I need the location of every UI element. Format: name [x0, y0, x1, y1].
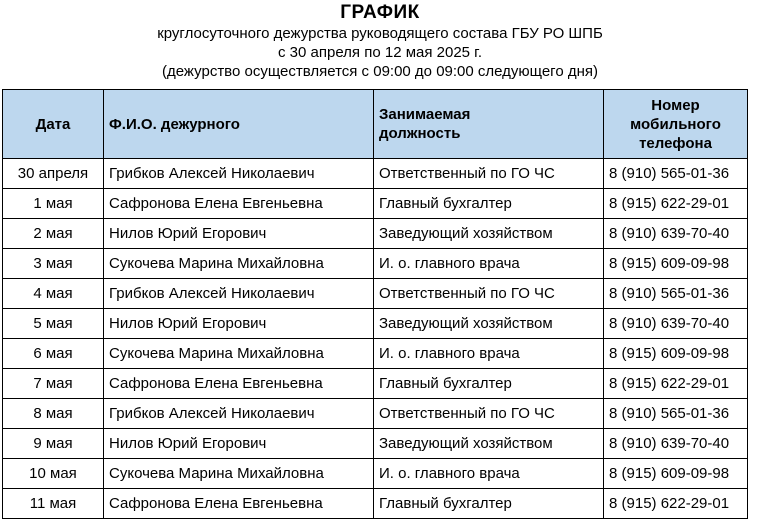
cell-position: И. о. главного врача	[374, 459, 604, 489]
cell-date: 5 мая	[3, 309, 104, 339]
cell-position: Заведующий хозяйством	[374, 309, 604, 339]
cell-date: 10 мая	[3, 459, 104, 489]
cell-phone: 8 (915) 609-09-98	[604, 339, 748, 369]
document-title: ГРАФИК	[340, 2, 420, 23]
cell-name: Сафронова Елена Евгеньевна	[104, 189, 374, 219]
table-row	[3, 279, 748, 309]
cell-date: 8 мая	[3, 399, 104, 429]
cell-date: 9 мая	[3, 429, 104, 459]
column-header-phone-line2: мобильного	[630, 115, 721, 133]
duty-hours-note: (дежурство осуществляется с 09:00 до 09:00 следующего дня)	[162, 63, 598, 80]
cell-name: Сафронова Елена Евгеньевна	[104, 489, 374, 519]
cell-name: Грибков Алексей Николаевич	[104, 279, 374, 309]
cell-phone: 8 (915) 609-09-98	[604, 459, 748, 489]
cell-date: 30 апреля	[3, 159, 104, 189]
cell-date: 6 мая	[3, 339, 104, 369]
cell-phone: 8 (910) 565-01-36	[604, 159, 748, 189]
cell-date: 7 мая	[3, 369, 104, 399]
cell-phone: 8 (910) 639-70-40	[604, 429, 748, 459]
cell-name: Грибков Алексей Николаевич	[104, 159, 374, 189]
table-row	[3, 219, 748, 249]
cell-position: Главный бухгалтер	[374, 189, 604, 219]
cell-name: Нилов Юрий Егорович	[104, 429, 374, 459]
cell-date: 3 мая	[3, 249, 104, 279]
cell-position: Ответственный по ГО ЧС	[374, 399, 604, 429]
cell-name: Сукочева Марина Михайловна	[104, 339, 374, 369]
cell-position: Ответственный по ГО ЧС	[374, 279, 604, 309]
cell-name: Сафронова Елена Евгеньевна	[104, 369, 374, 399]
column-header-position	[374, 90, 604, 159]
cell-name: Грибков Алексей Николаевич	[104, 399, 374, 429]
cell-position: Главный бухгалтер	[374, 489, 604, 519]
table-row	[3, 249, 748, 279]
cell-position: И. о. главного врача	[374, 249, 604, 279]
cell-name: Сукочева Марина Михайловна	[104, 249, 374, 279]
column-header-phone-line1: Номер	[651, 96, 700, 114]
cell-position: И. о. главного врача	[374, 339, 604, 369]
date-range: с 30 апреля по 12 мая 2025 г.	[278, 44, 482, 61]
column-header-position-line2: должность	[379, 125, 461, 142]
column-header-position-line1: Занимаемая	[379, 106, 471, 123]
table-header-row	[3, 90, 748, 159]
column-header-phone-line3: телефона	[639, 134, 712, 152]
cell-phone: 8 (915) 622-29-01	[604, 489, 748, 519]
cell-date: 11 мая	[3, 489, 104, 519]
column-header-name: Ф.И.О. дежурного	[104, 90, 374, 159]
cell-name: Нилов Юрий Егорович	[104, 219, 374, 249]
cell-name: Сукочева Марина Михайловна	[104, 459, 374, 489]
table-row	[3, 369, 748, 399]
duty-schedule-table	[2, 89, 748, 519]
table-row	[3, 399, 748, 429]
column-header-date: Дата	[3, 90, 104, 159]
document-subtitle: круглосуточного дежурства руководящего состава ГБУ РО ШПБ	[157, 25, 603, 42]
cell-position: Главный бухгалтер	[374, 369, 604, 399]
cell-phone: 8 (915) 622-29-01	[604, 189, 748, 219]
table-row	[3, 339, 748, 369]
document-header	[0, 2, 760, 81]
cell-date: 2 мая	[3, 219, 104, 249]
column-header-phone	[604, 90, 748, 159]
cell-phone: 8 (910) 565-01-36	[604, 399, 748, 429]
cell-phone: 8 (910) 565-01-36	[604, 279, 748, 309]
cell-phone: 8 (915) 609-09-98	[604, 249, 748, 279]
table-row	[3, 159, 748, 189]
cell-phone: 8 (910) 639-70-40	[604, 219, 748, 249]
table-row	[3, 429, 748, 459]
cell-phone: 8 (910) 639-70-40	[604, 309, 748, 339]
cell-phone: 8 (915) 622-29-01	[604, 369, 748, 399]
table-row	[3, 309, 748, 339]
table-row	[3, 189, 748, 219]
cell-position: Ответственный по ГО ЧС	[374, 159, 604, 189]
table-row	[3, 459, 748, 489]
cell-date: 4 мая	[3, 279, 104, 309]
table-row	[3, 489, 748, 519]
cell-position: Заведующий хозяйством	[374, 429, 604, 459]
cell-name: Нилов Юрий Егорович	[104, 309, 374, 339]
cell-position: Заведующий хозяйством	[374, 219, 604, 249]
cell-date: 1 мая	[3, 189, 104, 219]
